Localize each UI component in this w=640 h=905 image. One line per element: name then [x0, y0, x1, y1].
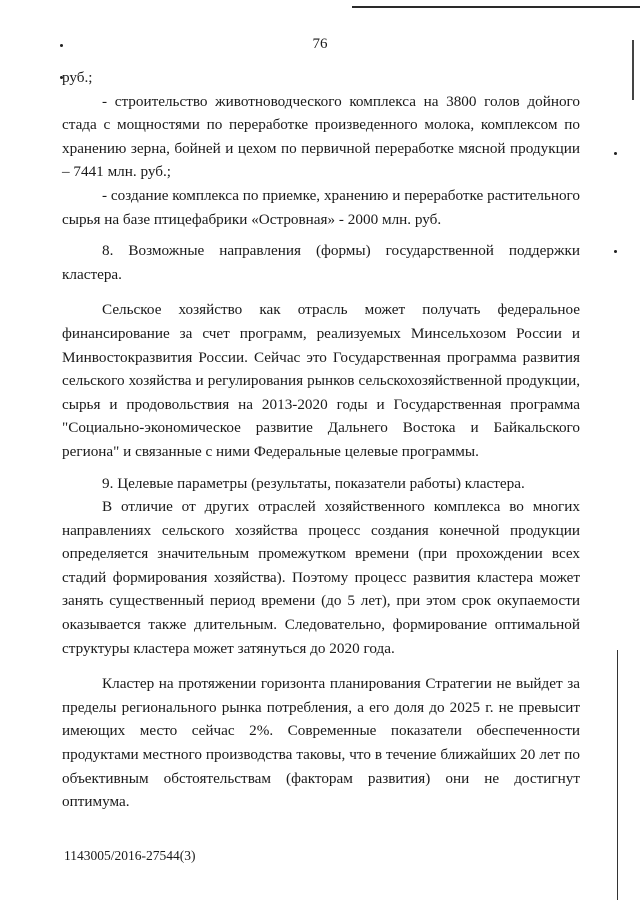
paragraph-cluster-development: В отличие от других отраслей хозяйственного комплекса во многих направлениях сельского хозяйства процесс создания конечной продукции определяется значительным промежутком времени (при прохождении всех стадий формирования хозяйства). Поэтому процесс развития кластера может занять существенный период времени (до 5 лет), при этом срок окупаемости оказывается также длительным. Следовательно, формирование оптимальной структуры кластера может затянуться до 2020 года.: [62, 498, 580, 657]
document-body: [62, 66, 580, 814]
scan-speck: [614, 250, 617, 253]
section-heading-target-parameters: 9. Целевые параметры (результаты, показатели работы) кластера.: [102, 474, 525, 492]
page-number: 76: [312, 36, 328, 52]
scan-speck: [614, 152, 617, 155]
list-item-plant-complex: - создание комплекса по приемке, хранению и переработке растительного сырья на базе птицефабрики «Островная» - 2000 млн. руб.: [62, 186, 580, 228]
section-heading-state-support: 8. Возможные направления (формы) государственной поддержки кластера.: [62, 242, 580, 283]
paragraph-cluster-market: Кластер на протяжении горизонта планирования Стратегии не выйдет за пределы регионального рынка потребления, а его доля до 2025 г. не превысит имеющих место сейчас 2%. Современные показатели обеспеченности продуктами местного производства таковы, что в течение ближайших 20 лет по объективным обстоятельствам (факторам развития) они не достигнут оптимума.: [62, 675, 580, 811]
paragraph-continuation: руб.;: [62, 69, 93, 86]
paragraph-federal-funding: Сельское хозяйство как отрасль может получать федеральное финансирование за счет программ, реализуемых Минсельхозом России и Минвостокразвития России. Сейчас это Государственная программа развития сельского хозяйства и регулирования рынков сельскохозяйственной продукции, сырья и продовольствия на 2013-2020 годы и Государственная программа "Социально-экономическое развитие Дальнего Востока и Байкальского региона" и связанные с ними Федеральные целевые программы.: [62, 301, 580, 460]
list-item-livestock-complex: - строительство животноводческого комплекса на 3800 голов дойного стада с мощностями по переработке произведенного молока, комплексом по хранению зерна, бойней и цехом по первичной переработке мясной продукции – 7441 млн. руб.;: [62, 92, 580, 181]
document-code: 1143005/2016-27544(3): [64, 848, 196, 863]
scan-artifact-edge: [617, 650, 618, 900]
scan-artifact-line: [352, 6, 640, 8]
